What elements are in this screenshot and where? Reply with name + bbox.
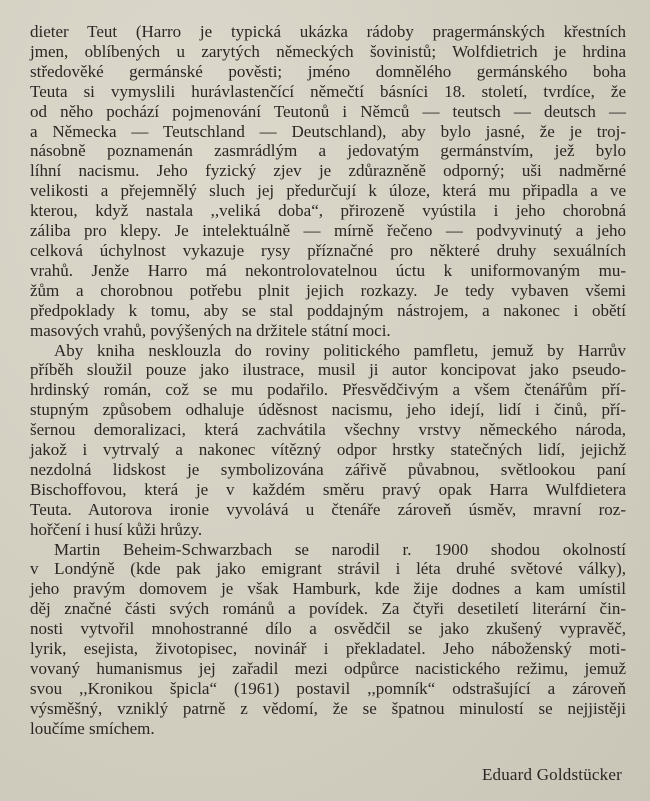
paragraph-1: [30, 22, 626, 341]
text-line: loučíme smíchem.: [30, 718, 155, 738]
book-page: [30, 22, 626, 792]
text-line: velikosti a přejemnělý sluch jej předurčují k úloze, která mu připadla a ve: [30, 181, 626, 201]
text-line: Bischoffovou, která je v každém směru pravý opak Harra Wulfdietera: [30, 479, 626, 499]
text-line: předpoklady k tomu, aby se stal poddajným nástrojem, a nakonec i obětí: [30, 300, 626, 320]
paragraph-2: [30, 341, 626, 540]
text-line: hrdinský román, což se mu podařilo. Přesvědčivým a všem čtenářům pří-: [30, 380, 626, 400]
text-line: středověké germánské pověsti; jméno domnělého germánského boha: [30, 61, 626, 81]
text-line: masových vrahů, povýšených na držitele státní moci.: [30, 320, 391, 340]
text-line: násobně poznamenán zasmrádlým a jedovatým germánstvím, jež bylo: [30, 141, 626, 161]
text-line: Aby kniha nesklouzla do roviny politického pamfletu, jemuž by Harrův: [54, 340, 626, 360]
text-line: žům a chorobnou potřebu plnit jejich rozkazy. Je tedy vybaven všemi: [30, 280, 626, 300]
text-line: Teuta. Autorova ironie vyvolává u čtenáře zároveň úsměv, mravní roz-: [30, 499, 626, 519]
text-line: celková úchylnost vykazuje rysy příznačné pro některé druhy sexuálních: [30, 240, 626, 260]
text-line: příběh sloužil pouze jako ilustrace, musil ji autor koncipovat jako pseudo-: [30, 360, 626, 380]
text-line: lyrik, esejista, životopisec, novinář i překladatel. Jeho náboženský moti-: [30, 639, 626, 659]
text-line: jmen, oblíbených u zarytých německých šovinistů; Wolfdietrich je hrdina: [30, 41, 626, 61]
text-line: děj značné části svých románů a povídek. Za čtyři desetiletí literární čin-: [30, 599, 626, 619]
author-signature: Eduard Goldstücker: [481, 765, 622, 784]
text-line: hořčení i husí kůži hrůzy.: [30, 519, 203, 539]
paragraph-3: [30, 540, 626, 739]
text-line: jakož i vytrvalý a nakonec vítězný odpor hrstky statečných lidí, jejichž: [30, 440, 626, 460]
text-line: nezdolná lidskost je symbolizována zářivě půvabnou, světlookou paní: [30, 459, 626, 479]
text-line: výsměšný, vzniklý patrně z vědomí, že se špatnou minulostí se nejjistěji: [30, 698, 626, 718]
text-line: svou ,,Kronikou špicla“ (1961) postavil ,,pomník“ odstrašující a zároveň: [30, 678, 626, 698]
text-line: záliba pro klepy. Je intelektuálně — mírně řečeno — podvyvinutý a jeho: [30, 221, 626, 241]
text-line: stupným způsobem odhaluje úděsnost nacismu, jeho idejí, lidí i činů, pří-: [30, 400, 626, 420]
text-line: od něho pochází pojmenování Teutonů i Němců — teutsch — deutsch —: [30, 101, 626, 121]
text-line: líhní nacismu. Jeho fyzický zjev je zdůrazněně odporný; uši nadměrné: [30, 161, 626, 181]
text-line: vovaný humanismus jej zařadil mezi odpůrce nacistického režimu, jemuž: [30, 659, 626, 678]
text-line: Teuta si vymyslili hurávlastenčící němečtí básníci 18. století, tvrdíce, že: [30, 81, 626, 101]
text-line: kterou, když nastala ,,veliká doba“, přirozeně vyústila i jeho chorobná: [30, 201, 626, 221]
text-line: dieter Teut (Harro je typická ukázka rádoby pragermánských křestních: [30, 22, 626, 41]
text-line: nosti vytvořil mnohostranné dílo a osvědčil se jako zkušený vypravěč,: [30, 619, 626, 639]
text-line: a Německa — Teutschland — Deutschland), aby bylo jasné, že je troj-: [30, 121, 626, 141]
text-line: jeho pravým domovem je však Hamburk, kde žije dodnes a kam umístil: [30, 579, 626, 599]
text-line: vrahů. Jenže Harro má nekontrolovatelnou úctu k uniformovaným mu-: [30, 260, 626, 280]
text-line: v Londýně (kde pak jako emigrant strávil i léta druhé světové války),: [30, 559, 626, 579]
text-line: šernou demoralizaci, která zachvátila všechny vrstvy německého národa,: [30, 420, 626, 440]
text-line: Martin Beheim-Schwarzbach se narodil r. 1900 shodou okolností: [54, 539, 626, 559]
